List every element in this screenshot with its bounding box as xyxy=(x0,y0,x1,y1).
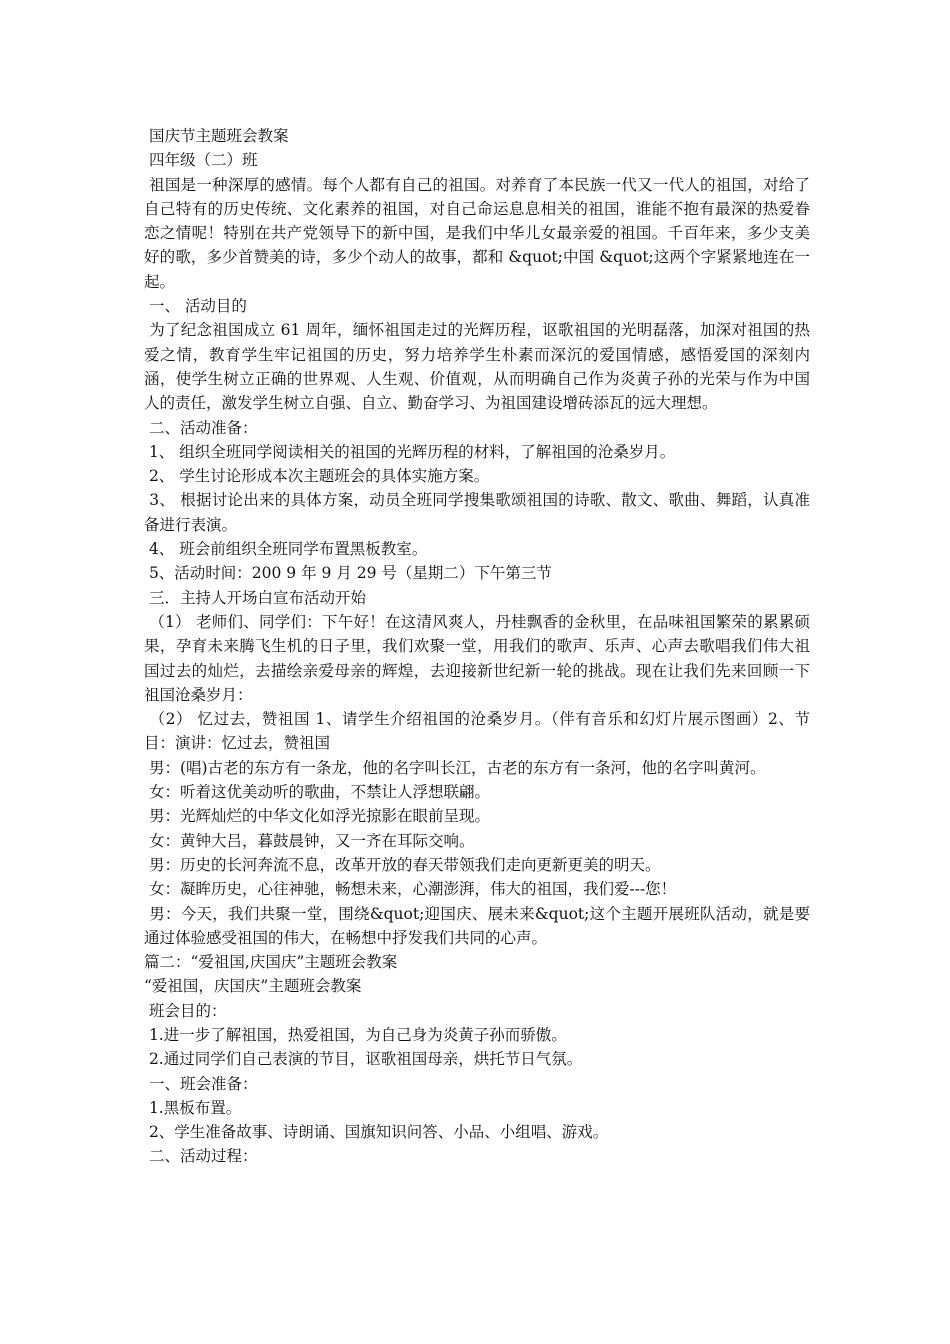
section-heading-purpose: 一、 活动目的 xyxy=(144,297,247,316)
preparation-item-3: 3、 根据讨论出来的具体方案，动员全班同学搜集歌颂祖国的诗歌、散文、歌曲、舞蹈，认真准备进行表演。 xyxy=(144,491,810,534)
host-paragraph-1: （1） 老师们、同学们：下午好！在这清风爽人，丹桂飘香的金秋里，在品味祖国繁荣的累累硕果，孕育未来腾飞生机的日子里，我们欢聚一堂，用我们的歌声、乐声、心声去歌唱我们伟大祖国过去的灿烂，去描绘亲爱母亲的辉煌，去迎接新世纪新一轮的挑战。现在让我们先来回顾一下祖国沧桑岁月： xyxy=(144,612,810,704)
purpose-paragraph: 为了纪念祖国成立 61 周年，缅怀祖国走过的光辉历程，讴歌祖国的光明磊落，加深对祖国的热爱之情，教育学生牢记祖国的历史，努力培养学生朴素而深沉的爱国情感，感悟爱国的深刻内涵，使学生树立正确的世界观、人生观、价值观，从而明确自己作为炎黄子孙的光荣与作为中国人的责任，激发学生树立自强、自立、勤奋学习、为祖国建设增砖添瓦的远大理想。 xyxy=(144,321,810,413)
dialogue-line: 女：黄钟大吕，暮鼓晨钟，又一齐在耳际交响。 xyxy=(144,831,475,850)
section-heading-host: 三．主持人开场白宣布活动开始 xyxy=(144,588,366,607)
meeting-prep-item-2: 2、学生准备故事、诗朗诵、国旗知识问答、小品、小组唱、游戏。 xyxy=(144,1123,609,1142)
dialogue-line: 女：听着这优美动听的歌曲，不禁让人浮想联翩。 xyxy=(144,783,490,802)
dialogue-line: 男：光辉灿烂的中华文化如浮光掠影在眼前呈现。 xyxy=(144,807,490,826)
activity-process-heading: 二、活动过程： xyxy=(144,1147,258,1166)
doc-title: 国庆节主题班会教案 xyxy=(144,127,289,145)
part-two-title: “爱祖国，庆国庆”主题班会教案 xyxy=(144,977,362,996)
dialogue-line: 男：(唱)古老的东方有一条龙，他的名字叫长江，古老的东方有一条河，他的名字叫黄河。 xyxy=(144,758,766,777)
dialogue-line: 男：历史的长河奔流不息，改革开放的春天带领我们走向更新更美的明天。 xyxy=(144,855,661,874)
host-paragraph-2: （2） 忆过去，赞祖国 1、请学生介绍祖国的沧桑岁月。（伴有音乐和幻灯片展示图画）2、节目：演讲：忆过去，赞祖国 xyxy=(144,710,810,753)
meeting-prep-item-1: 1.黑板布置。 xyxy=(144,1098,242,1117)
section-heading-preparation: 二、活动准备： xyxy=(144,418,258,437)
intro-paragraph: 祖国是一种深厚的感情。每个人都有自己的祖国。对养育了本民族一代又一代人的祖国，对给了自己特有的历史传统、文化素养的祖国，对自己命运息息相关的祖国，谁能不抱有最深的热爱眷恋之情呢！特别在共产党领导下的新中国，是我们中华儿女最亲爱的祖国。千百年来，多少支美好的歌，多少首赞美的诗，多少个动人的故事，都和 &quot;中国 &quot;这两个字紧紧地连在一起。 xyxy=(144,175,810,291)
dialogue-line: 女：凝眸历史，心往神驰，畅想未来，心潮澎湃，伟大的祖国，我们爱---您！ xyxy=(144,880,677,899)
class-name: 四年级（二）班 xyxy=(144,151,258,170)
meeting-purpose-item-1: 1.进一步了解祖国，热爱祖国，为自己身为炎黄子孙而骄傲。 xyxy=(144,1025,567,1044)
part-two-heading: 篇二：“爱祖国,庆国庆”主题班会教案 xyxy=(144,953,398,972)
meeting-purpose-item-2: 2.通过同学们自己表演的节目，讴歌祖国母亲，烘托节日气氛。 xyxy=(144,1050,583,1069)
preparation-item-2: 2、 学生讨论形成本次主题班会的具体实施方案。 xyxy=(144,467,490,486)
dialogue-line: 男：今天，我们共聚一堂，围绕&quot;迎国庆、展未来&quot;这个主题开展班队活动，就是要通过体验感受祖国的伟大，在畅想中抒发我们共同的心声。 xyxy=(144,904,810,947)
meeting-purpose-heading: 班会目的： xyxy=(144,1001,227,1020)
preparation-item-4: 4、 班会前组织全班同学布置黑板教室。 xyxy=(144,540,428,559)
preparation-item-5: 5、活动时间：200 9 年 9 月 29 号（星期二）下午第三节 xyxy=(144,564,552,583)
document-page xyxy=(144,124,810,1169)
meeting-prep-heading: 一、班会准备： xyxy=(144,1074,258,1093)
preparation-item-1: 1、 组织全班同学阅读相关的祖国的光辉历程的材料，了解祖国的沧桑岁月。 xyxy=(144,442,676,461)
